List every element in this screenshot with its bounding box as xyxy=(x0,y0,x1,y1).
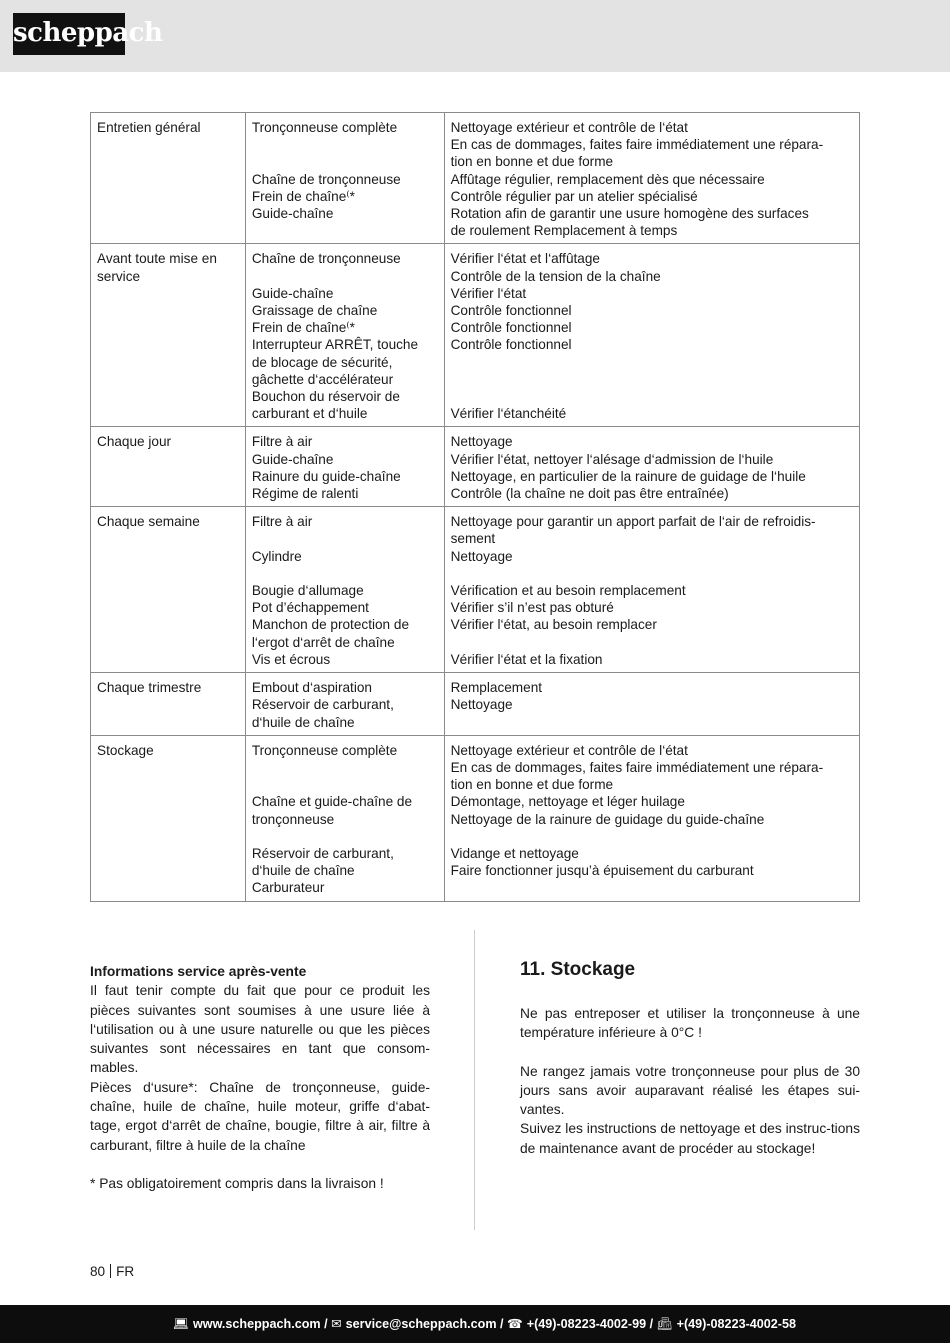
table-row xyxy=(91,735,860,901)
table-row xyxy=(91,507,860,673)
table-row xyxy=(91,673,860,736)
mail-icon: ✉︎ xyxy=(331,1317,342,1331)
wear-parts-paragraph: Pièces d‘usure*: Chaîne de tronçonneuse, guide-chaîne, huile de chaîne, huile moteur, griffe d‘abat-tage, ergot d‘arrêt de chaîne, bougie, filtre à air, filtre à carburant, filtre à huile de la chaîne xyxy=(90,1079,430,1153)
maintenance-table xyxy=(90,112,860,902)
page-number xyxy=(90,1264,134,1279)
action-cell: Vérifier l‘état et l‘affûtage Contrôle de la tension de la chaîne Vérifier l‘état Contrôle fonctionnel Contrôle fonctionnel Contrôle fonctionnel Vérifier l‘étanchéité xyxy=(444,244,859,427)
component-cell: Embout d‘aspiration Réservoir de carburant, d‘huile de chaîne xyxy=(245,673,444,736)
component-cell: Filtre à air Cylindre Bougie d‘allumage Pot d’échappement Manchon de protection de l‘ergot d‘arrêt de chaîne Vis et écrous xyxy=(245,507,444,673)
table-row xyxy=(91,244,860,427)
component-cell: Tronçonneuse complète Chaîne de tronçonneuse Frein de chaîne⁽* Guide-chaîne xyxy=(245,113,444,244)
action-cell: Nettoyage extérieur et contrôle de l‘état En cas de dommages, faites faire immédiatement une répara- tion en bonne et due forme Démontage, nettoyage et léger huilage Nettoyage de la rainure de guidage du guide-chaîne Vidange et nettoyage Faire fonctionner jusqu’à épuisement du carburant xyxy=(444,735,859,901)
action-cell: Nettoyage extérieur et contrôle de l‘état En cas de dommages, faites faire immédiatement une répara- tion en bonne et due forme Affûtage régulier, remplacement dès que nécessaire Contrôle régulier par un atelier spécialisé Rotation afin de garantir une usure homogène des surfaces de roulement Remplacement à temps xyxy=(444,113,859,244)
interval-cell: Entretien général xyxy=(91,113,246,244)
separator xyxy=(110,1264,111,1278)
interval-cell: Stockage xyxy=(91,735,246,901)
interval-cell: Avant toute mise en service xyxy=(91,244,246,427)
footnote: * Pas obligatoirement compris dans la livraison ! xyxy=(90,1175,384,1191)
contact-footer xyxy=(0,1305,950,1343)
fax-icon: 📠︎ xyxy=(656,1317,673,1331)
table-row xyxy=(91,113,860,244)
storage-paragraph: Ne rangez jamais votre tronçonneuse pour plus de 30 jours sans avoir auparavant réalisé les étapes sui-vantes. xyxy=(520,1063,860,1118)
phone-icon: ☎︎ xyxy=(507,1317,523,1331)
page-number-value: 80 xyxy=(90,1264,106,1279)
action-cell: Nettoyage Vérifier l‘état, nettoyer l‘alésage d‘admission de l‘huile Nettoyage, en particulier de la rainure de guidage de l‘huile Contrôle (la chaîne ne doit pas être entraînée) xyxy=(444,427,859,507)
column-divider xyxy=(474,930,475,1230)
table-row xyxy=(91,427,860,507)
interval-cell: Chaque trimestre xyxy=(91,673,246,736)
service-info-heading: Informations service après-vente xyxy=(90,964,307,979)
section-heading: 11. Stockage xyxy=(520,959,636,980)
page-header xyxy=(0,0,950,72)
brand-logo: scheppach xyxy=(13,13,125,55)
fax-number: +(49)-08223-4002-58 xyxy=(676,1317,796,1331)
computer-icon: 💻︎ xyxy=(172,1317,189,1331)
service-info-section xyxy=(90,962,430,1193)
component-cell: Chaîne de tronçonneuse Guide-chaîne Graissage de chaîne Frein de chaîne⁽* Interrupteur ARRÊT, touche de blocage de sécurité, gâchette d‘accélérateur Bouchon du réservoir de carburant et d‘huile xyxy=(245,244,444,427)
component-cell: Tronçonneuse complète Chaîne et guide-chaîne de tronçonneuse Réservoir de carburant, d‘huile de chaîne Carburateur xyxy=(245,735,444,901)
language-code: FR xyxy=(116,1264,135,1279)
storage-paragraph: Suivez les instructions de nettoyage et des instruc-tions de maintenance avant de procéder au stockage! xyxy=(520,1121,860,1156)
action-cell: Nettoyage pour garantir un apport parfait de l‘air de refroidis- sement Nettoyage Vérification et au besoin remplacement Vérifier s’il n’est pas obturé Vérifier l‘état, au besoin remplacer Vérifier l‘état et la fixation xyxy=(444,507,859,673)
interval-cell: Chaque semaine xyxy=(91,507,246,673)
interval-cell: Chaque jour xyxy=(91,427,246,507)
storage-section xyxy=(520,957,860,1158)
storage-paragraph: Ne pas entreposer et utiliser la tronçonneuse à une température inférieure à 0°C ! xyxy=(520,1006,860,1041)
component-cell: Filtre à air Guide-chaîne Rainure du guide-chaîne Régime de ralenti xyxy=(245,427,444,507)
action-cell: Remplacement Nettoyage xyxy=(444,673,859,736)
website-link[interactable]: www.scheppach.com / xyxy=(192,1317,328,1331)
phone-number: +(49)-08223-4002-99 / xyxy=(526,1317,654,1331)
email-link[interactable]: service@scheppach.com / xyxy=(345,1317,504,1331)
service-info-paragraph: Il faut tenir compte du fait que pour ce produit les pièces suivantes sont soumises à une usure liée à l‘utilisation ou à une usure naturelle ou que les pièces suivantes sont nécessaires en tant que consom-mables. xyxy=(90,983,430,1076)
